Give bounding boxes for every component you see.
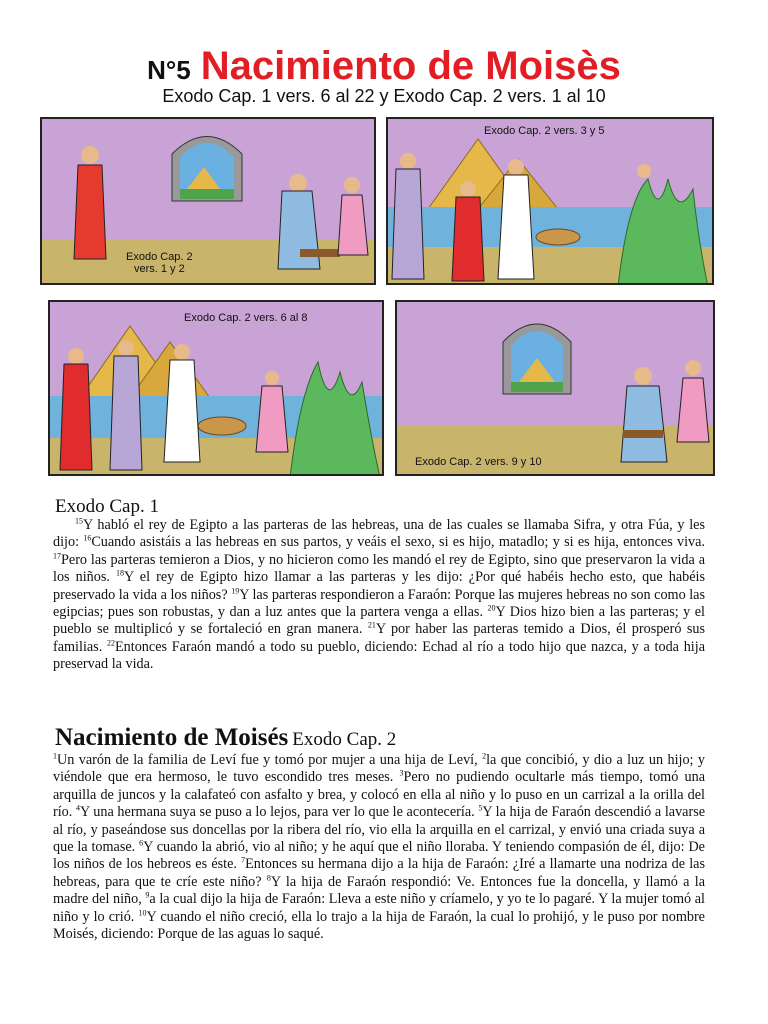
illustration-panel-1 (40, 117, 376, 285)
verse-number: 22 (107, 638, 116, 648)
verse-text: a la cual dijo la hija de Faraón: Lleva a este niño y críamelo, y yo te lo pagaré. Y la mujer tomó al niño y lo crió. (53, 891, 705, 925)
verse-text: Entonces su hermana dijo a la hija de Faraón: ¿Iré a llamarte una nodriza de las hebreas, para que te críe este niño? (53, 856, 705, 890)
verse-text: Y una hermana suya se puso a lo lejos, para ver lo que le acontecería. (79, 804, 479, 821)
page-header (0, 44, 768, 89)
verse-text: Cuando asistáis a las hebreas en sus partos, y veáis el sexo, si es hijo, matadlo; y si es hija, entonces viva. (91, 534, 705, 551)
verse-text: Y Dios hizo bien a las parteras; y el pueblo se multiplicó y se fortaleció en gran manera. (53, 604, 705, 638)
verse (83, 534, 705, 550)
verse-text: Y por haber las parteras temido a Dios, él prosperó sus familias. (53, 621, 705, 655)
verse-text: Y las parteras respondieron a Faraón: Porque las mujeres hebreas no son como las egipcias; pues son robustas, y dan a luz antes que la partera venga a ellas. (53, 586, 706, 621)
verse-number: 3 (399, 768, 404, 778)
verse-number: 4 (75, 803, 80, 813)
verse-text: Y la hija de Faraón descendió a lavarse al río, y paseándose sus doncellas por la ribera del río, vio ella la arquilla en el carrizal, y envió una criada suya a que la tomase. (53, 804, 706, 856)
section-2-body (53, 752, 705, 943)
lesson-number: N°5 (147, 55, 191, 85)
panel-3-caption: Exodo Cap. 2 vers. 6 al 8 (184, 312, 308, 324)
verse-number: 5 (478, 803, 483, 813)
verse-number: 10 (138, 907, 147, 917)
panel-4-scene (397, 302, 715, 476)
verse-number: 2 (482, 751, 487, 761)
panel-1-scene (42, 119, 376, 285)
panel-2-caption: Exodo Cap. 2 vers. 3 y 5 (484, 125, 605, 137)
verse-number: 21 (367, 620, 376, 630)
verse-number: 7 (241, 855, 246, 865)
verse-number: 6 (139, 838, 144, 848)
page-subtitle: Exodo Cap. 1 vers. 6 al 22 y Exodo Cap. 2 vers. 1 al 10 (162, 86, 606, 106)
verse-number: 20 (487, 603, 496, 613)
verse-text: Entonces Faraón mandó a todo su pueblo, diciendo: Echad al río a todo hijo que nazca, y a toda hija preservad la vida. (53, 638, 705, 673)
panel-2-scene (388, 119, 714, 285)
verse-number: 18 (116, 568, 125, 578)
verse-text: Y cuando la abrió, vio al niño; y he aquí que el niño lloraba. Y teniendo compasión de él, dijo: De los niños de los hebreos es éste. (53, 839, 705, 873)
verse (53, 909, 705, 942)
verse-number: 1 (53, 751, 57, 761)
verse-number: 17 (53, 551, 61, 561)
section-1-body (53, 517, 705, 674)
verse-number: 19 (231, 585, 240, 595)
verse-text: Pero las parteras temieron a Dios, y no hicieron como les mandó el rey de Egipto, sino que preservaron la vida a los niños. (53, 551, 705, 586)
verse-number: 16 (83, 533, 92, 543)
verse-text: Y cuando el niño creció, ella lo trajo a la hija de Faraón, la cual lo prohijó, y le puso por nombre Moisés, diciendo: Porque de las aguas lo saqué. (53, 908, 705, 943)
verse-text: Y habló el rey de Egipto a las parteras de las hebreas, una de las cuales se llamaba Sifra, y otra Fúa, y les dijo: (53, 517, 705, 551)
verse-text: la que concibió, y dio a luz un hijo; y viéndole que era hermoso, le tuvo escondido tres meses. (53, 752, 705, 786)
verse-text: Pero no pudiendo ocultarle más tiempo, tomó una arquilla de juncos y la calafateó con asfalto y brea, y colocó en ella al niño y lo puso en un carrizal a la orilla del río. (53, 769, 705, 821)
section-1-heading: Exodo Cap. 1 (55, 496, 159, 517)
panel-3-scene (50, 302, 384, 476)
panel-1-caption: Exodo Cap. 2 vers. 1 y 2 (126, 251, 193, 275)
verse-text: Y la hija de Faraón respondió: Ve. Entonces fue la doncella, y llamó a la madre del niño, (53, 873, 705, 908)
illustration-panel-3 (48, 300, 384, 476)
verse-number: 15 (75, 516, 83, 526)
illustration-panel-2 (386, 117, 714, 285)
verse-number: 8 (266, 873, 271, 883)
illustration-panel-4 (395, 300, 715, 476)
verse-text: Y el rey de Egipto hizo llamar a las parteras y les dijo: ¿Por qué habéis hecho esto, que habéis preservado la vida a los niños? (53, 569, 705, 603)
verse-number: 9 (145, 890, 150, 900)
panel-4-caption: Exodo Cap. 2 vers. 9 y 10 (415, 456, 542, 468)
verse (76, 804, 478, 820)
verse (53, 752, 482, 768)
verse (53, 639, 705, 672)
verse-text: Un varón de la familia de Leví fue y tomó por mujer a una hija de Leví, (57, 752, 483, 768)
page-title: Nacimiento de Moisès (200, 44, 621, 88)
section-2-heading: Nacimiento de Moisés Exodo Cap. 2 (55, 724, 397, 751)
